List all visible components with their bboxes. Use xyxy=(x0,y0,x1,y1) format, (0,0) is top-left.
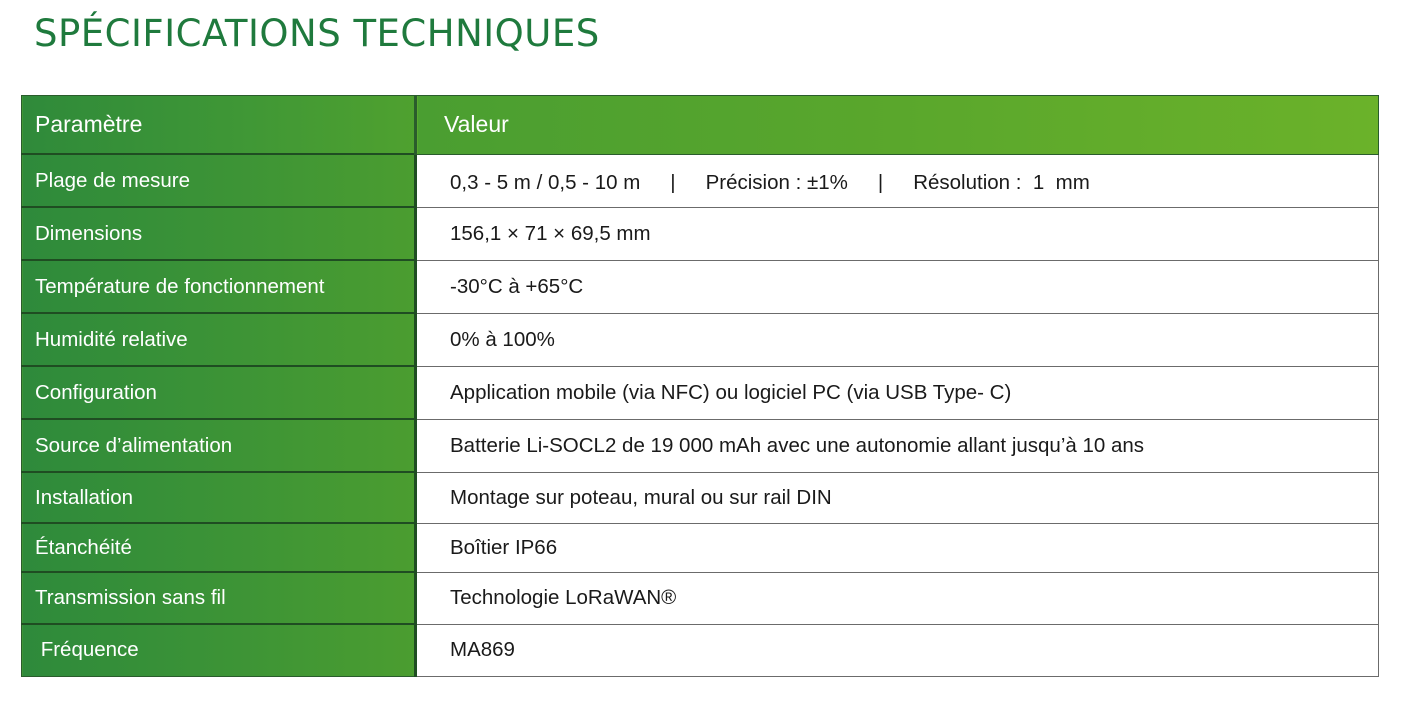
row-value: Application mobile (via NFC) ou logiciel PC (via USB Type- C) xyxy=(416,366,1379,419)
table-row xyxy=(22,624,1379,676)
row-parameter: Température de fonctionnement xyxy=(22,260,416,313)
row-value: -30°C à +65°C xyxy=(416,260,1379,313)
page-title: SPÉCIFICATIONS TECHNIQUES xyxy=(34,12,600,55)
row-value: MA869 xyxy=(416,624,1379,676)
row-parameter: Plage de mesure xyxy=(22,154,416,207)
measure-range: 0,3 - 5 m / 0,5 - 10 m xyxy=(450,170,641,194)
table-row xyxy=(22,523,1379,572)
row-parameter: Configuration xyxy=(22,366,416,419)
row-value: 0% à 100% xyxy=(416,313,1379,366)
resolution: Résolution : 1 mm xyxy=(913,170,1090,194)
value-separator: | xyxy=(670,170,676,194)
value-separator: | xyxy=(877,170,884,194)
row-value: Boîtier IP66 xyxy=(416,523,1379,572)
row-parameter: Source d’alimentation xyxy=(22,419,416,472)
row-value xyxy=(416,154,1379,207)
row-value: 156,1 × 71 × 69,5 mm xyxy=(416,207,1379,260)
header-value: Valeur xyxy=(416,96,1379,155)
table-row xyxy=(22,572,1379,624)
row-value: Montage sur poteau, mural ou sur rail DIN xyxy=(416,472,1379,523)
table-row xyxy=(22,472,1379,523)
table-header-row xyxy=(22,96,1379,155)
header-parameter: Paramètre xyxy=(22,96,416,155)
specifications-table xyxy=(21,95,1379,677)
table-row xyxy=(22,154,1379,207)
row-parameter: Humidité relative xyxy=(22,313,416,366)
row-value: Batterie Li-SOCL2 de 19 000 mAh avec une autonomie allant jusqu’à 10 ans xyxy=(416,419,1379,472)
row-parameter: Étanchéité xyxy=(22,523,416,572)
table-row xyxy=(22,260,1379,313)
row-parameter: Installation xyxy=(22,472,416,523)
table-row xyxy=(22,207,1379,260)
table-row xyxy=(22,419,1379,472)
row-parameter: Dimensions xyxy=(22,207,416,260)
table-row xyxy=(22,313,1379,366)
row-parameter: Fréquence xyxy=(22,624,416,676)
table-row xyxy=(22,366,1379,419)
row-value: Technologie LoRaWAN® xyxy=(416,572,1379,624)
precision: Précision : ±1% xyxy=(705,170,848,194)
row-parameter: Transmission sans fil xyxy=(22,572,416,624)
